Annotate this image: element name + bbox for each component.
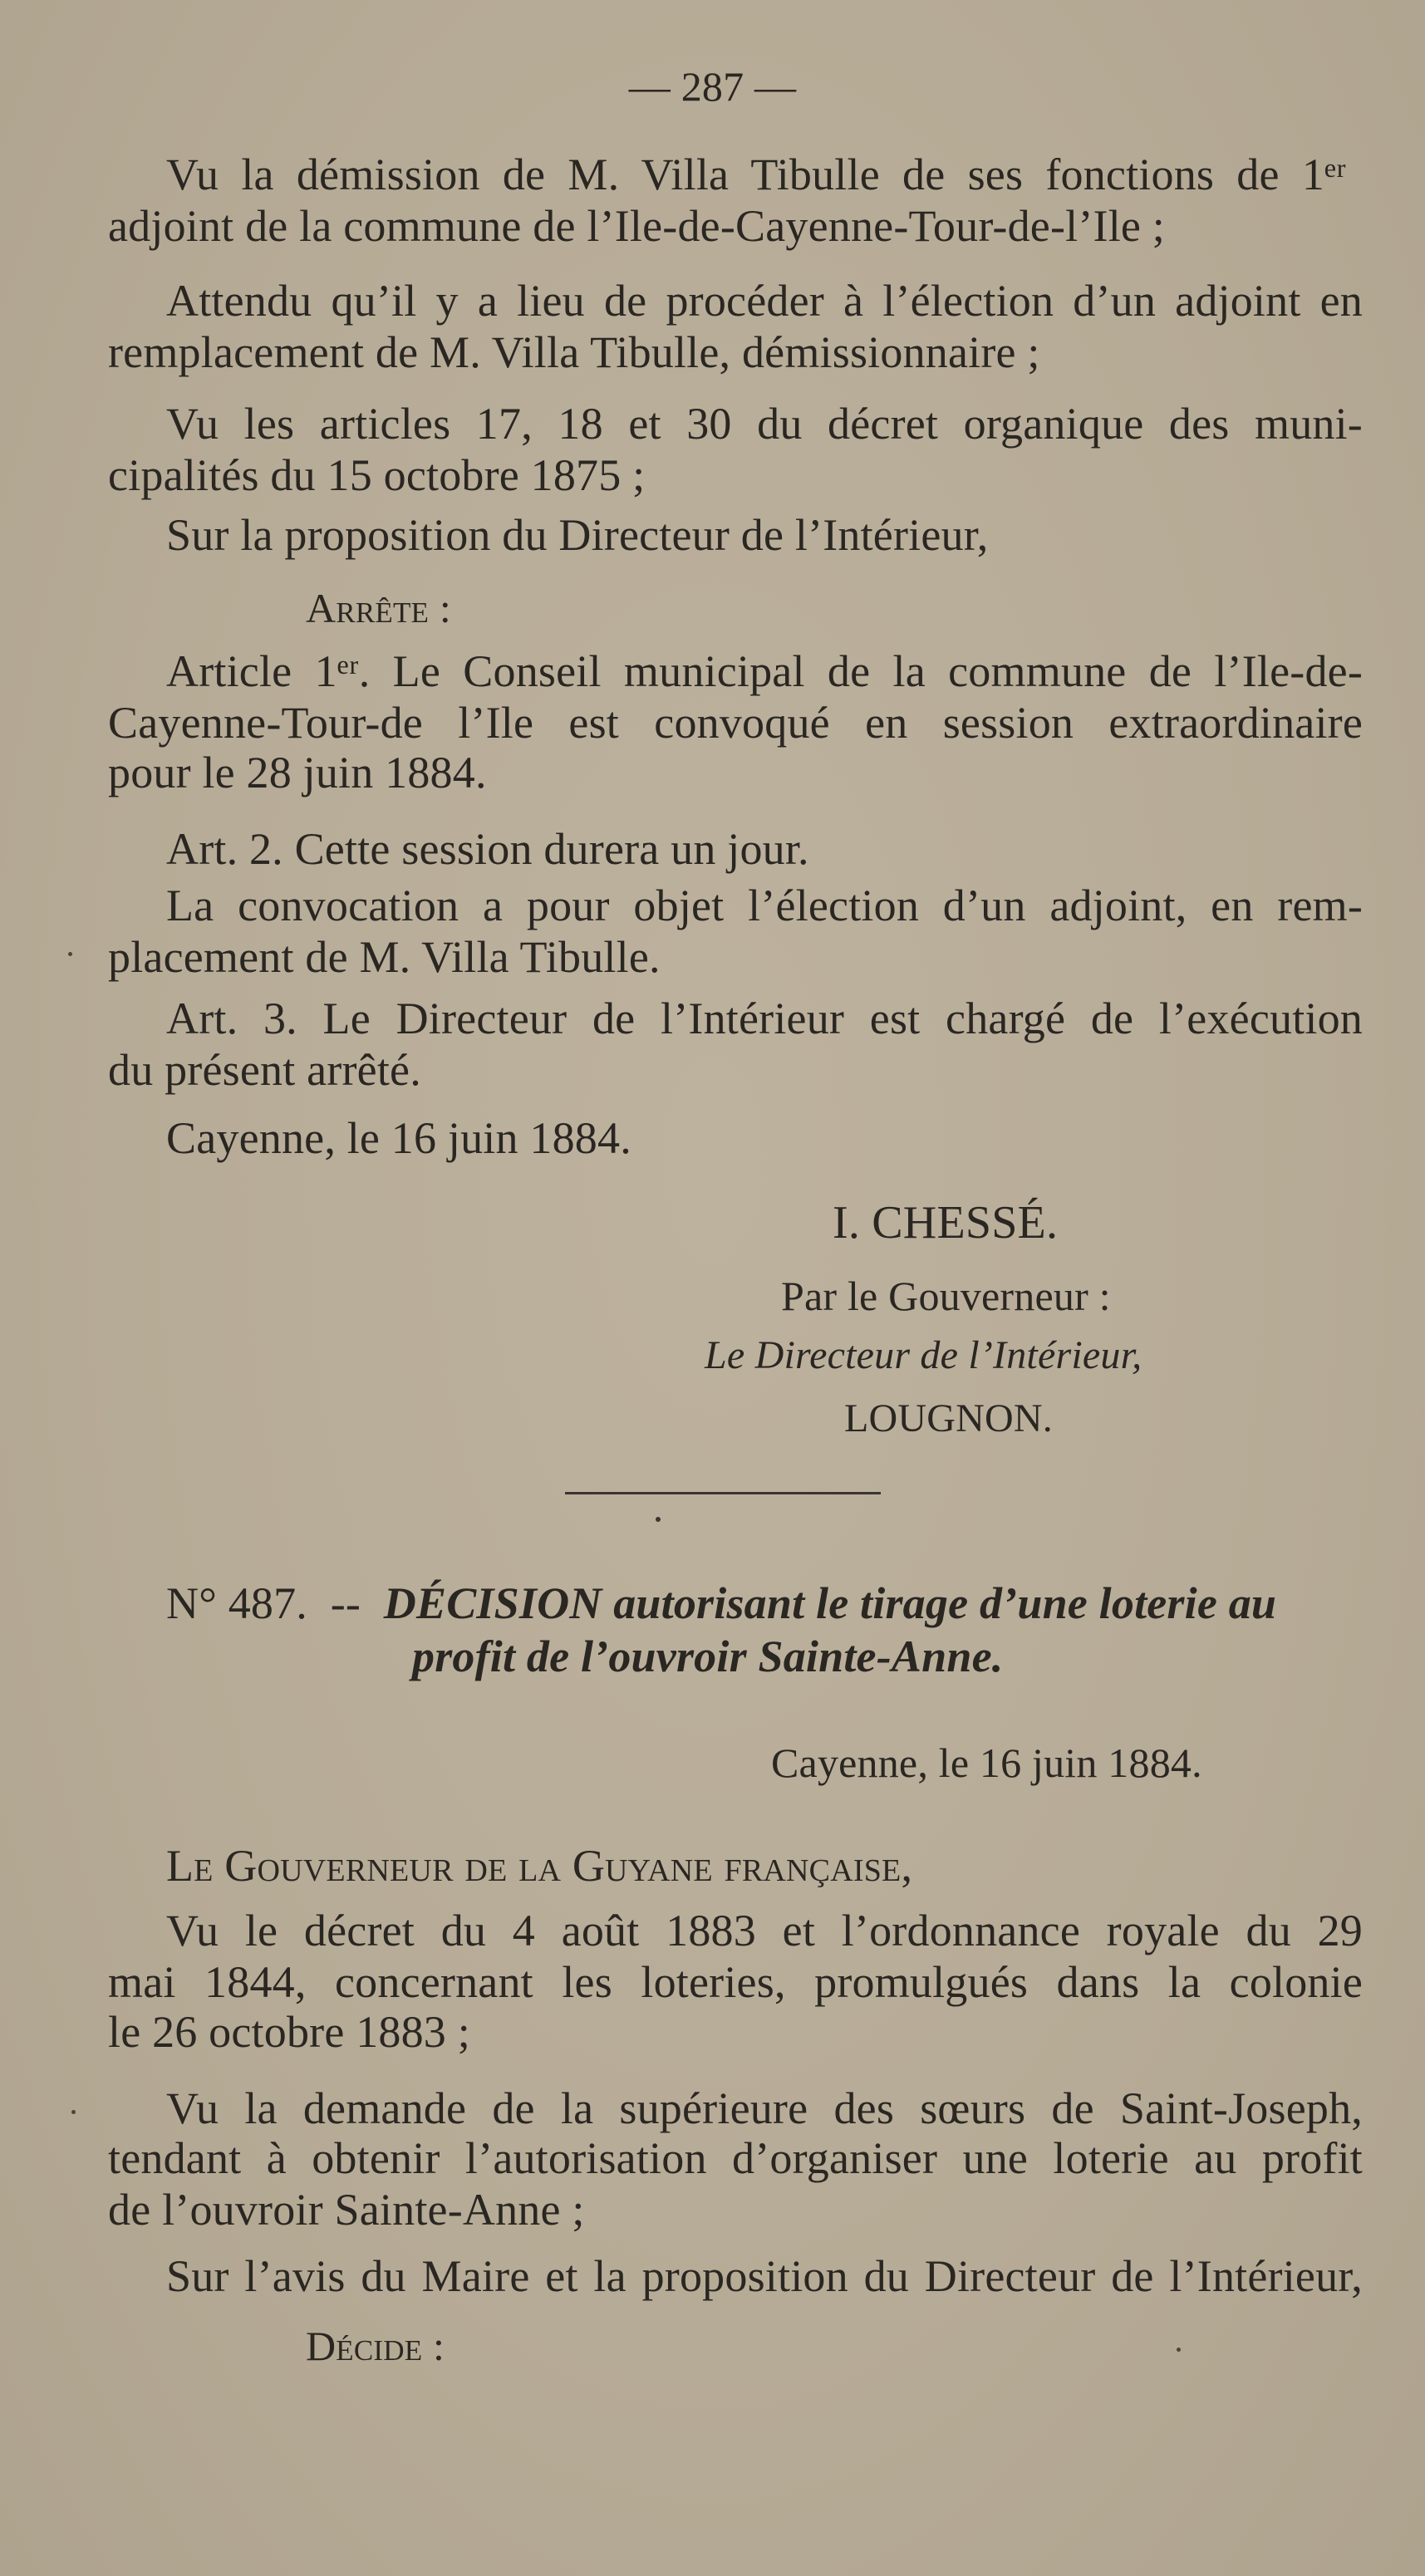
paper-speck xyxy=(1177,2348,1181,2352)
text-line: Article 1ᵉʳ. Le Conseil municipal de la commune de l’Ile-de- xyxy=(166,646,1363,696)
by-governor: Par le Gouverneur : xyxy=(781,1273,1111,1319)
decision-dash: -- xyxy=(330,1578,361,1628)
paper-speck xyxy=(68,952,72,956)
decision-heading: Décide : xyxy=(306,2323,445,2369)
decision-title-rest: autorisant le tirage d’une loterie au xyxy=(613,1578,1277,1628)
page-number: — 287 — xyxy=(628,63,797,110)
decision-title-line-1 xyxy=(166,1577,1276,1630)
text-line: pour le 28 juin 1884. xyxy=(108,748,487,797)
director-name: LOUGNON. xyxy=(844,1396,1053,1440)
paper-speck xyxy=(71,2110,76,2114)
text-line: mai 1844, concernant les loteries, promulgués dans la colonie xyxy=(108,1957,1363,2007)
divider-dot xyxy=(656,1517,661,1522)
text-line: Attendu qu’il y a lieu de procéder à l’élection d’un adjoint en xyxy=(166,276,1363,326)
text-line: le 26 octobre 1883 ; xyxy=(108,2007,470,2057)
director-title: Le Directeur de l’Intérieur, xyxy=(705,1333,1142,1377)
signature: I. CHESSÉ. xyxy=(833,1197,1059,1249)
text-line: Art. 3. Le Directeur de l’Intérieur est chargé de l’exécution xyxy=(166,994,1363,1043)
text-line: Vu la demande de la supérieure des sœurs de Saint-Joseph, xyxy=(166,2083,1363,2133)
section-divider xyxy=(565,1492,881,1494)
text-line: Vu la démission de M. Villa Tibulle de ses fonctions de 1ᵉʳ xyxy=(166,150,1346,199)
text-line: Sur l’avis du Maire et la proposition du Directeur de l’Intérieur, xyxy=(166,2251,1363,2301)
decision-date-line: Cayenne, le 16 juin 1884. xyxy=(771,1739,1202,1786)
text-line: Art. 2. Cette session durera un jour. xyxy=(166,824,809,874)
decision-number: N° 487. xyxy=(166,1578,307,1628)
text-line: placement de M. Villa Tibulle. xyxy=(108,932,661,982)
date-line: Cayenne, le 16 juin 1884. xyxy=(166,1113,631,1163)
text-line: Vu le décret du 4 août 1883 et l’ordonnance royale du 29 xyxy=(166,1906,1363,1955)
decision-title-line-2: profit de l’ouvroir Sainte-Anne. xyxy=(412,1631,1004,1681)
text-line: adjoint de la commune de l’Ile-de-Cayenne-Tour-de-l’Ile ; xyxy=(108,201,1165,251)
text-line: du présent arrêté. xyxy=(108,1045,421,1095)
text-line: remplacement de M. Villa Tibulle, démissionnaire ; xyxy=(108,327,1040,377)
text-line: cipalités du 15 octobre 1875 ; xyxy=(108,450,646,500)
text-line: Cayenne-Tour-de l’Ile est convoqué en session extraordinaire xyxy=(108,698,1363,748)
governor-line: Le Gouverneur de la Guyane française, xyxy=(166,1841,913,1891)
text-line: tendant à obtenir l’autorisation d’organiser une loterie au profit xyxy=(108,2133,1363,2183)
text-line: de l’ouvroir Sainte-Anne ; xyxy=(108,2185,585,2235)
text-line: Sur la proposition du Directeur de l’Intérieur, xyxy=(166,510,989,560)
decision-title-bold: DÉCISION xyxy=(383,1578,602,1628)
text-line: La convocation a pour objet l’élection d’un adjoint, en rem- xyxy=(166,881,1363,930)
arrete-heading: Arrête : xyxy=(306,585,451,631)
text-line: Vu les articles 17, 18 et 30 du décret organique des muni- xyxy=(166,399,1363,449)
